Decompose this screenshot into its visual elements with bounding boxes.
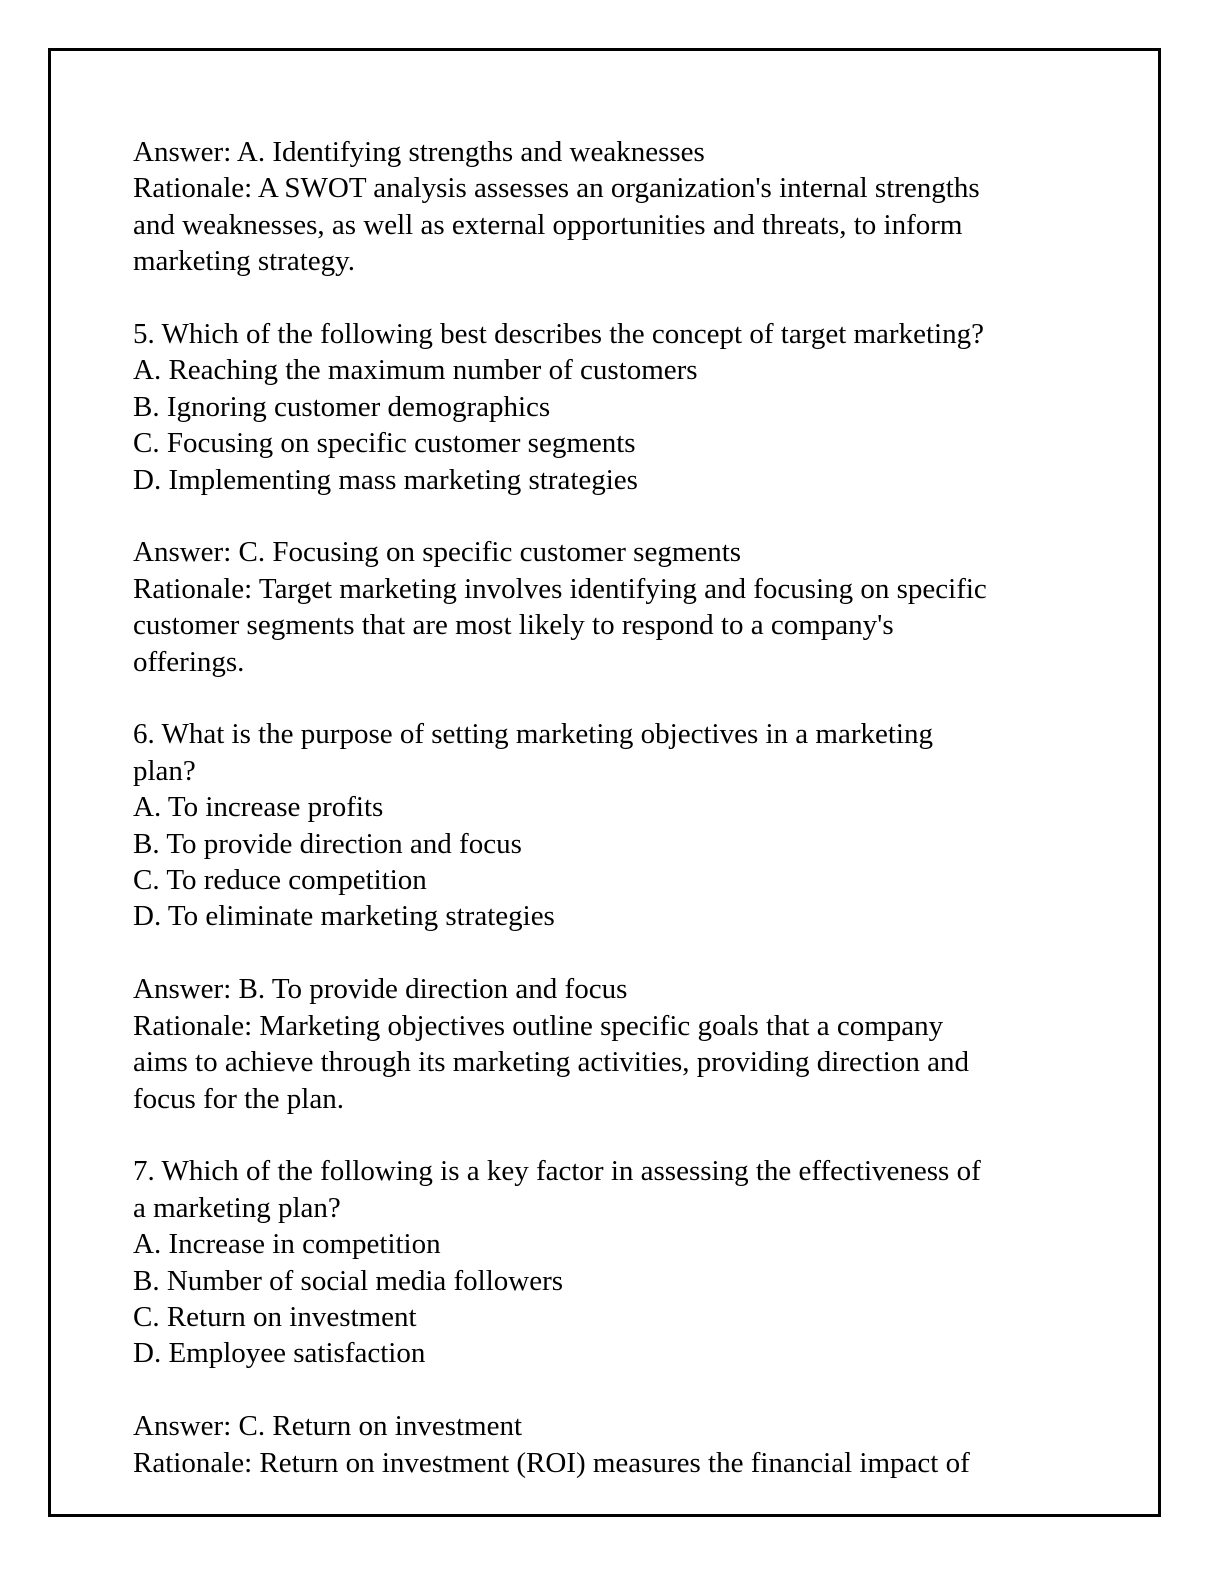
question-text: 5. Which of the following best describes the concept of target marketing? (133, 318, 984, 351)
option-d: D. To eliminate marketing strategies (133, 900, 555, 933)
rationale-line: marketing strategy. (133, 245, 355, 278)
option-a: A. Reaching the maximum number of customers (133, 354, 698, 387)
question-text: 7. Which of the following is a key factor in assessing the effectiveness of (133, 1155, 981, 1188)
answer-block (133, 534, 1093, 680)
rationale-line: aims to achieve through its marketing activities, providing direction and (133, 1046, 969, 1079)
option-d: D. Implementing mass marketing strategies (133, 463, 638, 496)
question-text: a marketing plan? (133, 1191, 341, 1224)
option-b: B. Number of social media followers (133, 1264, 564, 1297)
rationale-line: and weaknesses, as well as external opportunities and threats, to inform (133, 208, 963, 241)
option-d: D. Employee satisfaction (133, 1337, 426, 1370)
option-c: C. Focusing on specific customer segments (133, 427, 636, 460)
answer-line: Answer: A. Identifying strengths and weaknesses (133, 136, 705, 168)
question-text: plan? (133, 754, 196, 787)
rationale-line: Rationale: Marketing objectives outline specific goals that a company (133, 1009, 944, 1042)
rationale-line: Rationale: Target marketing involves identifying and focusing on specific (133, 572, 987, 605)
option-a: A. To increase profits (133, 791, 384, 824)
option-b: B. Ignoring customer demographics (133, 390, 551, 423)
question-block (133, 1153, 1093, 1371)
answer-block (133, 134, 1093, 280)
answer-block (133, 1408, 1093, 1481)
question-block (133, 716, 1093, 934)
option-a: A. Increase in competition (133, 1228, 441, 1261)
rationale-line: customer segments that are most likely to respond to a company's (133, 609, 894, 642)
rationale-line: focus for the plan. (133, 1082, 344, 1115)
answer-block (133, 971, 1093, 1117)
rationale-line: offerings. (133, 645, 245, 678)
rationale-line: Rationale: A SWOT analysis assesses an organization's internal strengths (133, 172, 980, 205)
option-b: B. To provide direction and focus (133, 827, 522, 860)
question-text: 6. What is the purpose of setting marketing objectives in a marketing (133, 718, 933, 751)
answer-line: Answer: B. To provide direction and focus (133, 973, 628, 1006)
option-c: C. To reduce competition (133, 864, 427, 897)
answer-line: Answer: C. Focusing on specific customer segments (133, 536, 742, 569)
document-body (133, 134, 1093, 1481)
rationale-line: Rationale: Return on investment (ROI) measures the financial impact of (133, 1446, 970, 1479)
answer-line: Answer: C. Return on investment (133, 1410, 523, 1443)
question-block (133, 316, 1093, 498)
option-c: C. Return on investment (133, 1300, 417, 1333)
